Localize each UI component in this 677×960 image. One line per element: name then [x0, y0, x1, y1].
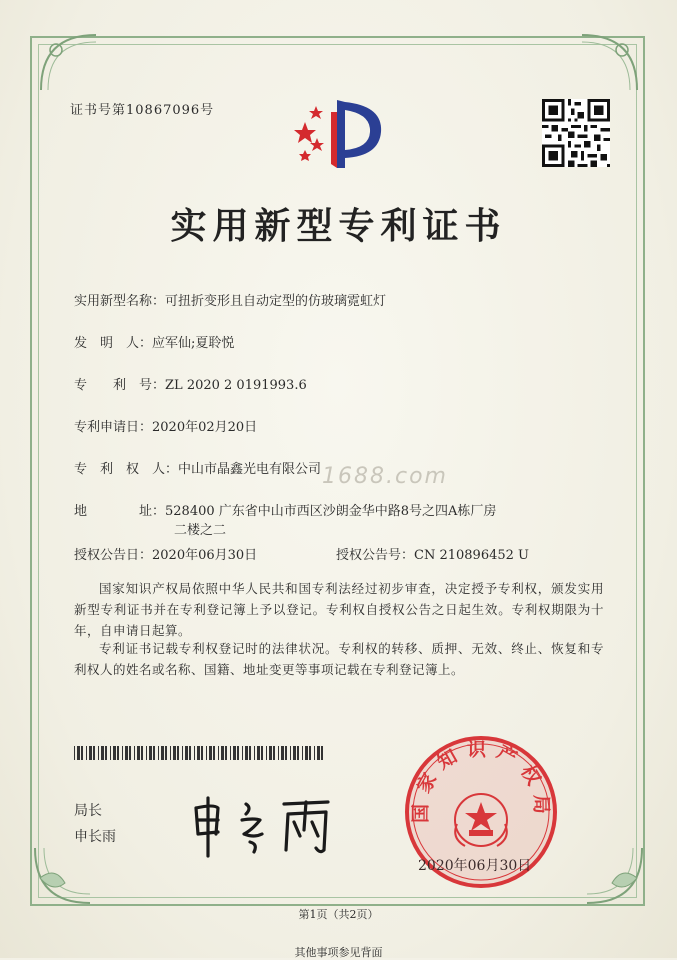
address-label: 地 址： [74, 504, 166, 519]
patentee-value: 中山市晶鑫光电有限公司 [178, 462, 322, 477]
patentee-row [74, 458, 321, 477]
inventor-label: 发 明 人： [74, 336, 153, 351]
certificate-title: 实用新型专利证书 [170, 205, 507, 247]
utility-model-name-value: 可扭折变形且自动定型的仿玻璃霓虹灯 [165, 294, 387, 309]
corner-ornament-bottom-left [30, 838, 100, 908]
address-row [74, 500, 496, 519]
watermark: 1688.com [322, 464, 448, 489]
certificate-number: 证书号第10867096号 [70, 103, 215, 118]
grant-number-value: CN 210896452 U [414, 548, 529, 563]
seal-text: 国家知识产权局 [409, 738, 553, 824]
address-value-line1: 528400 广东省中山市西区沙朗金华中路8号之四A栋厂房 [165, 504, 497, 519]
filing-date-value: 2020年02月20日 [152, 420, 258, 435]
patent-number-row [74, 374, 307, 393]
legal-status-paragraph: 专利证书记载专利权登记时的法律状况。专利权的转移、质押、无效、终止、恢复和专利权人的姓名或名称、国籍、地址变更等事项记载在专利登记簿上。 [74, 641, 604, 677]
corner-ornament-top-right [572, 30, 642, 100]
grant-statement-paragraph: 国家知识产权局依照中华人民共和国专利法经过初步审查，决定授予专利权，颁发实用新型专利证书并在专利登记簿上予以登记。专利权自授权公告之日起生效。专利权期限为十年，自申请日起算。 [74, 581, 604, 638]
utility-model-name-row [74, 290, 386, 309]
address-value-line2: 二楼之二 [174, 523, 227, 538]
grant-date-label: 授权公告日： [74, 548, 153, 563]
grant-number-label: 授权公告号： [336, 548, 415, 563]
corner-ornament-top-left [36, 30, 106, 100]
grant-date-value: 2020年06月30日 [152, 548, 258, 563]
filing-date-row [74, 416, 257, 435]
grant-date-row [74, 544, 257, 563]
inventor-row [74, 332, 234, 351]
cnipa-logo-icon [285, 92, 395, 174]
page-number: 第1页（共2页） [298, 908, 379, 921]
barcode-icon [74, 746, 324, 760]
handwritten-signature [188, 790, 343, 862]
utility-model-name-label: 实用新型名称： [74, 294, 166, 309]
patent-number-label: 专 利 号： [74, 378, 166, 393]
corner-ornament-bottom-right [577, 838, 647, 908]
patent-number-value: ZL 2020 2 0191993.6 [165, 378, 307, 393]
signatory-title: 局长 [74, 803, 102, 819]
grant-number-row [336, 544, 529, 563]
signatory-name: 申长雨 [74, 829, 116, 845]
seal-date: 2020年06月30日 [418, 858, 532, 874]
footer-note: 其他事项参见背面 [294, 946, 383, 959]
qr-code-icon [542, 99, 610, 167]
filing-date-label: 专利申请日： [74, 420, 153, 435]
patentee-label: 专 利 权 人： [74, 462, 179, 477]
inventor-value: 应军仙;夏聆悦 [152, 336, 235, 351]
